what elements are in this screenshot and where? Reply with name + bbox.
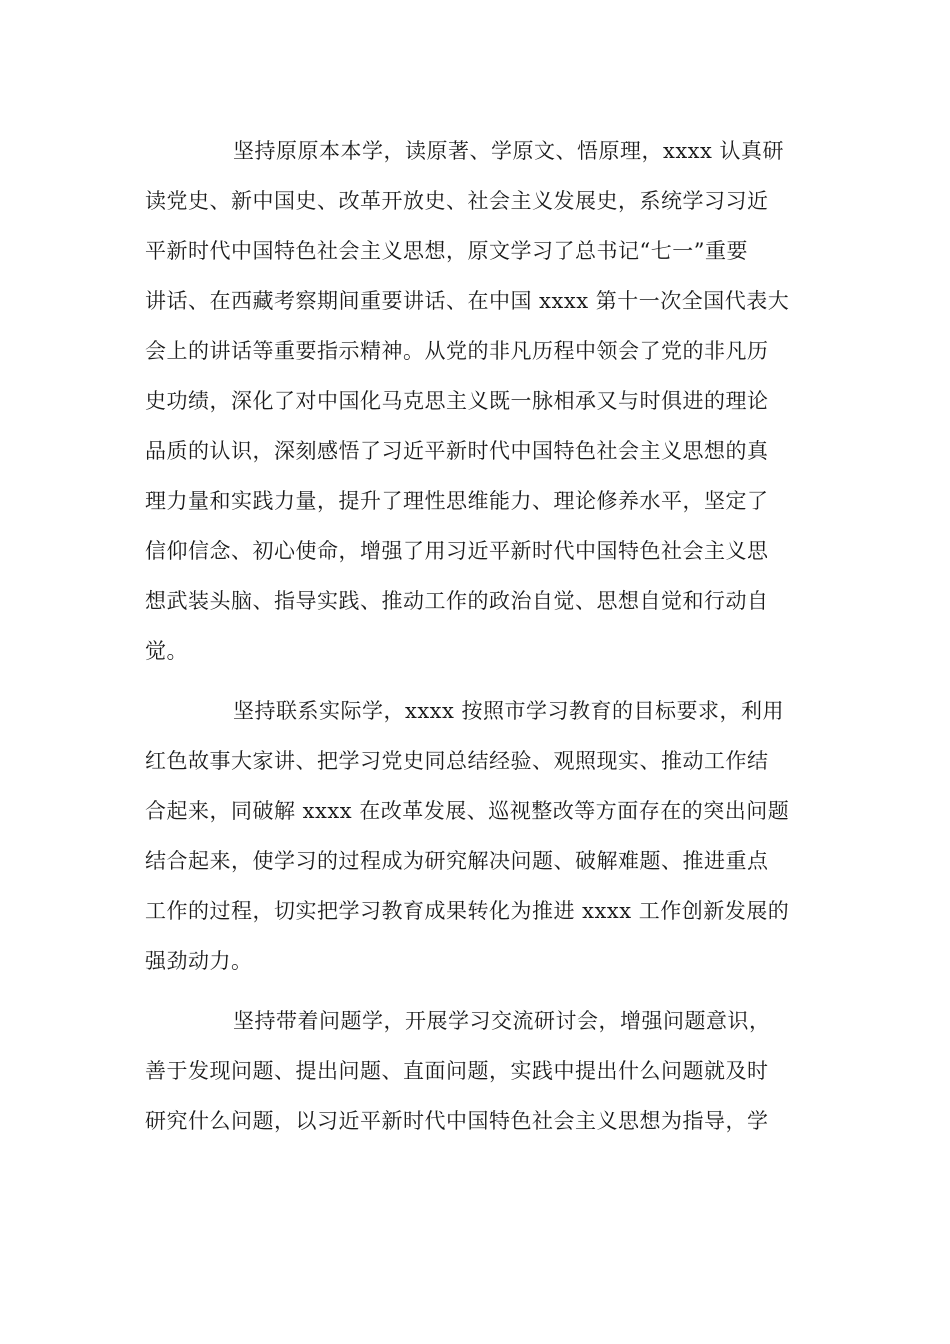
text-line: 坚持原原本本学，读原著、学原文、悟原理，xxxx 认真研	[233, 139, 785, 163]
text-line: 善于发现问题、提出问题、直面问题，实践中提出什么问题就及时	[145, 1059, 769, 1083]
text-line: 理力量和实践力量，提升了理性思维能力、理论修养水平，坚定了	[145, 489, 769, 513]
text-line: 坚持带着问题学，开展学习交流研讨会，增强问题意识，	[233, 1009, 771, 1033]
text-line: 读党史、新中国史、改革开放史、社会主义发展史，系统学习习近	[145, 189, 769, 213]
text-line: 坚持联系实际学，xxxx 按照市学习教育的目标要求，利用	[233, 699, 785, 723]
text-line: 品质的认识，深刻感悟了习近平新时代中国特色社会主义思想的真	[145, 439, 769, 463]
text-line: 强劲动力。	[145, 949, 253, 973]
text-line: 讲话、在西藏考察期间重要讲话、在中国 xxxx 第十一次全国代表大	[145, 289, 790, 313]
text-line: 红色故事大家讲、把学习党史同总结经验、观照现实、推动工作结	[145, 749, 769, 773]
text-line: 合起来，同破解 xxxx 在改革发展、巡视整改等方面存在的突出问题	[145, 799, 790, 823]
text-line: 研究什么问题，以习近平新时代中国特色社会主义思想为指导，学	[145, 1109, 769, 1133]
text-line: 信仰信念、初心使命，增强了用习近平新时代中国特色社会主义思	[145, 539, 769, 563]
text-line: 工作的过程，切实把学习教育成果转化为推进 xxxx 工作创新发展的	[145, 899, 790, 923]
text-line: 觉。	[145, 639, 188, 663]
text-line: 结合起来，使学习的过程成为研究解决问题、破解难题、推进重点	[145, 849, 769, 873]
text-line: 想武装头脑、指导实践、推动工作的政治自觉、思想自觉和行动自	[145, 589, 769, 613]
text-line: 史功绩，深化了对中国化马克思主义既一脉相承又与时俱进的理论	[145, 389, 769, 413]
text-line: 平新时代中国特色社会主义思想，原文学习了总书记“七一”重要	[145, 239, 748, 263]
text-line: 会上的讲话等重要指示精神。从党的非凡历程中领会了党的非凡历	[145, 339, 769, 363]
